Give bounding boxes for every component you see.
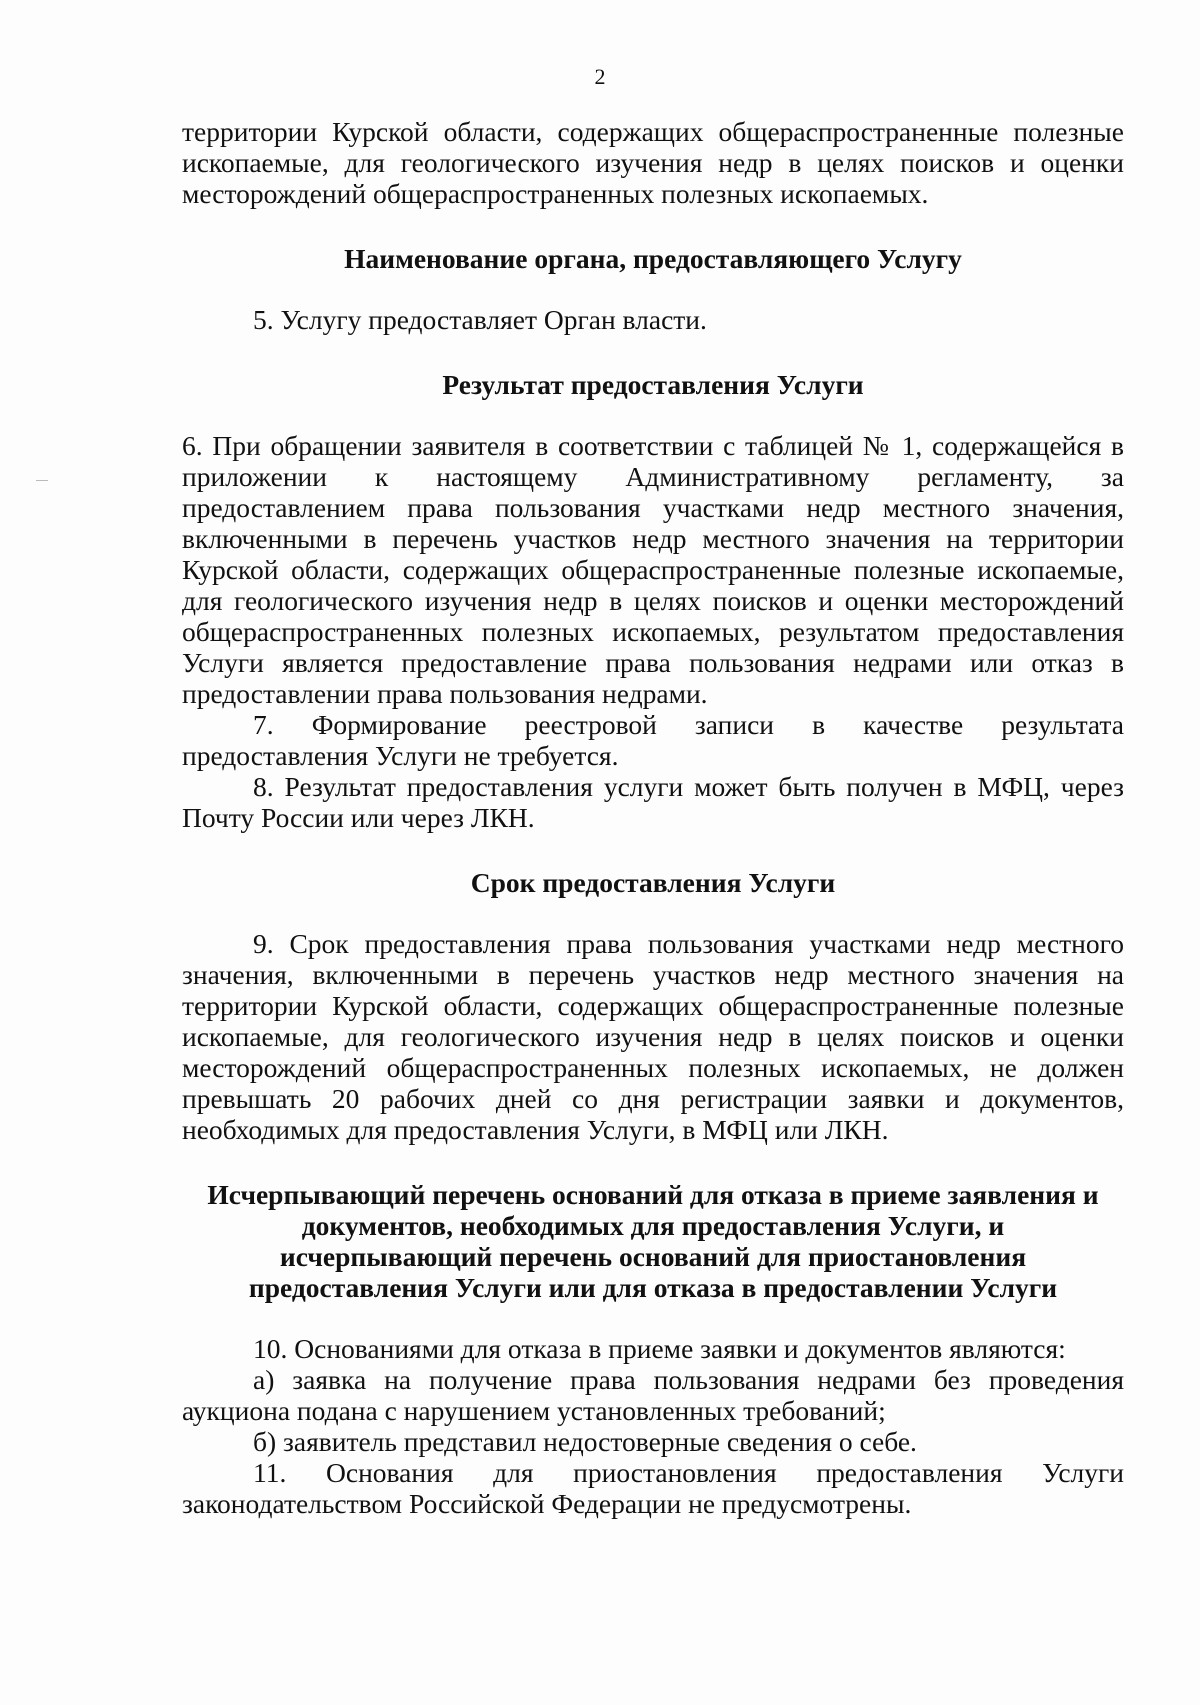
document-body	[182, 116, 1124, 1519]
paragraph-6: 6. При обращении заявителя в соответствии с таблицей № 1, содержащейся в приложении к настоящему Административному регламенту, за предоставлением права пользования участками недр местного значения, включенными в перечень участков недр местного значения на территории Курской области, содержащих общераспространенные полезные ископаемые, для геологического изучения недр в целях поисков и оценки месторождений общераспространенных полезных ископаемых, результатом предоставления Услуги является предоставление права пользования недрами или отказ в предоставлении права пользования недрами.	[182, 430, 1124, 709]
scan-artifact	[36, 480, 48, 481]
page-number: 2	[594, 64, 606, 89]
heading-line-2: документов, необходимых для предоставления Услуги, и	[301, 1210, 1005, 1241]
section-heading-refusal	[182, 1179, 1124, 1303]
paragraph-10b: б) заявитель представил недостоверные сведения о себе.	[253, 1426, 917, 1457]
paragraph-10: 10. Основаниями для отказа в приеме заявки и документов являются:	[253, 1333, 1066, 1364]
paragraph-5: 5. Услугу предоставляет Орган власти.	[253, 304, 707, 335]
heading-line-1: Исчерпывающий перечень оснований для отказа в приеме заявления и	[207, 1179, 1099, 1210]
section-heading-term: Срок предоставления Услуги	[470, 867, 836, 898]
heading-line-3: исчерпывающий перечень оснований для приостановления	[279, 1241, 1027, 1272]
heading-line-4: предоставления Услуги или для отказа в предоставлении Услуги	[248, 1272, 1058, 1303]
paragraph-8: 8. Результат предоставления услуги может быть получен в МФЦ, через Почту России или через ЛКН.	[182, 771, 1124, 833]
section-heading-authority: Наименование органа, предоставляющего Услугу	[344, 243, 962, 274]
paragraph-7: 7. Формирование реестровой записи в качестве результата предоставления Услуги не требуется.	[182, 709, 1124, 771]
intro-paragraph: территории Курской области, содержащих общераспространенные полезные ископаемые, для геологического изучения недр в целях поисков и оценки месторождений общераспространенных полезных ископаемых.	[182, 116, 1124, 209]
paragraph-11: 11. Основания для приостановления предоставления Услуги законодательством Российской Федерации не предусмотрены.	[182, 1457, 1124, 1519]
paragraph-9: 9. Срок предоставления права пользования участками недр местного значения, включенными в перечень участков недр местного значения на территории Курской области, содержащих общераспространенные полезные ископаемые, для геологического изучения недр в целях поисков и оценки месторождений общераспространенных полезных ископаемых, не должен превышать 20 рабочих дней со дня регистрации заявки и документов, необходимых для предоставления Услуги, в МФЦ или ЛКН.	[182, 928, 1124, 1145]
section-heading-result: Результат предоставления Услуги	[442, 369, 864, 400]
paragraph-10a: а) заявка на получение права пользования недрами без проведения аукциона подана с нарушением установленных требований;	[182, 1364, 1124, 1426]
